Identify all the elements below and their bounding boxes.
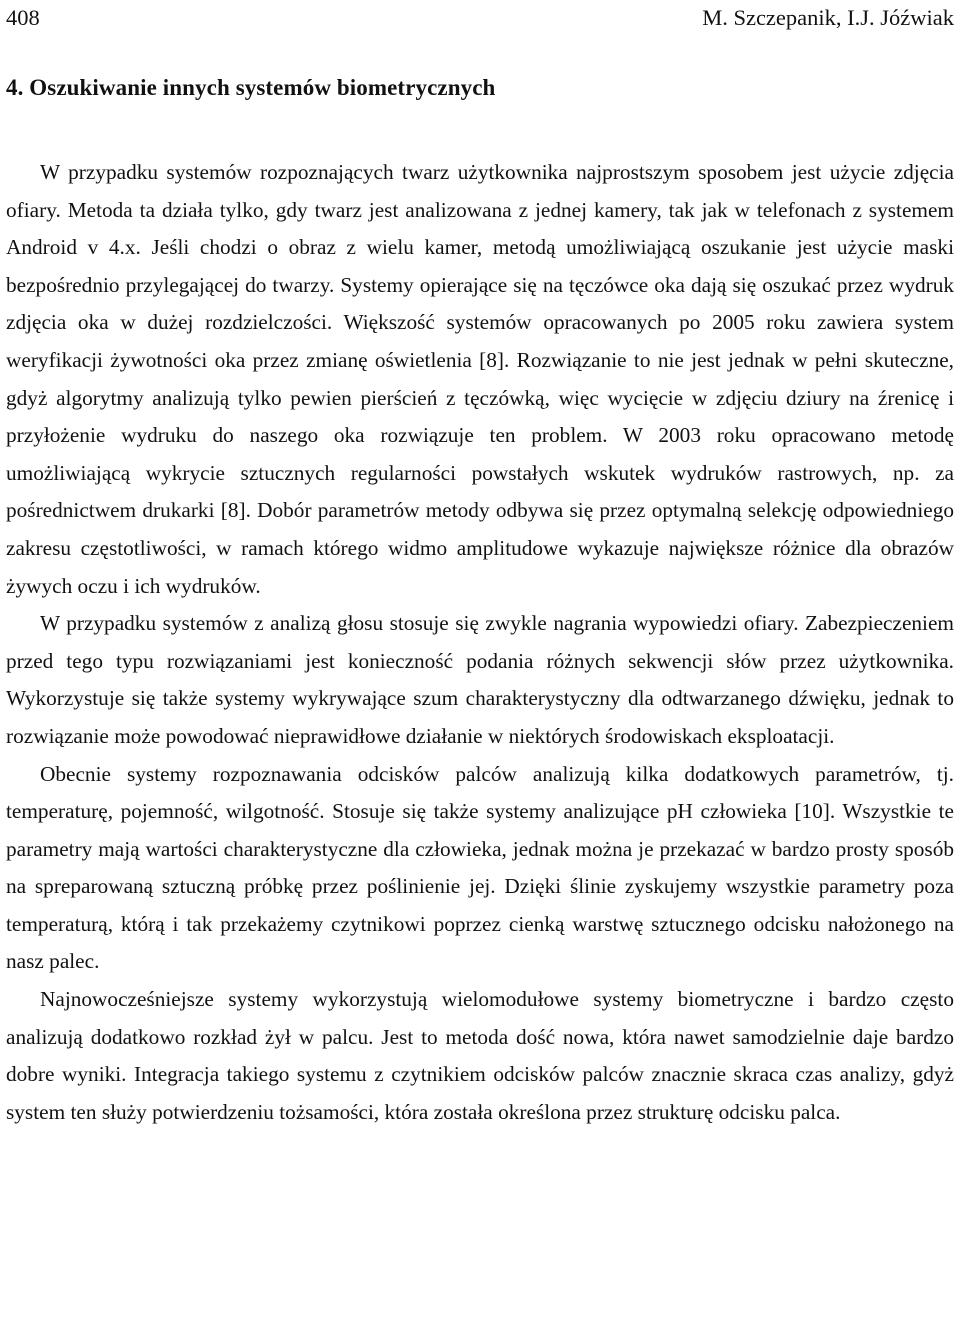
document-page [6,0,954,1131]
page-number: 408 [6,5,40,30]
paragraph-voice: W przypadku systemów z analizą głosu stosuje się zwykle nagrania wypowiedzi ofiary. Zabezpieczeniem przed tego typu rozwiązaniami jest konieczność podania różnych sekwencji słów przez użytkownika. Wykorzystuje się także systemy wykrywające szum charakterystyczny dla odtwarzanego dźwięku, jednak to rozwiązanie może powodować nieprawidłowe działanie w niektórych środowiskach eksploatacji. [6,611,954,748]
running-header [6,0,954,36]
paragraph-multimodal: Najnowocześniejsze systemy wykorzystują wielomodułowe systemy biometryczne i bardzo często analizują dodatkowo rozkład żył w palcu. Jest to metoda dość nowa, która nawet samodzielnie daje bardzo dobre wyniki. Integracja takiego systemu z czytnikiem odcisków palców znacznie skraca czas analizy, gdyż system ten służy potwierdzeniu tożsamości, która została określona przez strukturę odcisku palca. [6,987,954,1124]
paragraph-face-and-iris: W przypadku systemów rozpoznających twarz użytkownika najprostszym sposobem jest użycie zdjęcia ofiary. Metoda ta działa tylko, gdy twarz jest analizowana z jednej kamery, tak jak w telefonach z systemem Android v 4.x. Jeśli chodzi o obraz z wielu kamer, metodą umożliwiającą oszukanie jest użycie maski bezpośrednio przylegającej do twarzy. Systemy opierające się na tęczówce oka dają się oszukać przez wydruk zdjęcia oka w dużej rozdzielczości. Większość systemów opracowanych po 2005 roku zawiera system weryfikacji żywotności oka przez zmianę oświetlenia [8]. Rozwiązanie to nie jest jednak w pełni skuteczne, gdyż algorytmy analizują tylko pewien pierścień z tęczówką, więc wycięcie w zdjęciu dziury na źrenicę i przyłożenie wydruku do naszego oka rozwiązuje ten problem. W 2003 roku opracowano metodę umożliwiającą wykrycie sztucznych regularności powstałych wskutek wydruków rastrowych, np. za pośrednictwem drukarki [8]. Dobór parametrów metody odbywa się przez optymalną selekcję odpowiedniego zakresu częstotliwości, w ramach którego widmo amplitudowe wykazuje największe różnice dla obrazów żywych oczu i ich wydruków. [6,160,954,598]
section-heading: 4. Oszukiwanie innych systemów biometrycznych [6,75,496,100]
paragraph-fingerprint: Obecnie systemy rozpoznawania odcisków palców analizują kilka dodatkowych parametrów, tj. temperaturę, pojemność, wilgotność. Stosuje się także systemy analizujące pH człowieka [10]. Wszystkie te parametry mają wartości charakterystyczne dla człowieka, jednak można je przekazać w bardzo prosty sposób na spreparowaną sztuczną próbkę przez poślinienie jej. Dzięki ślinie zyskujemy wszystkie parametry poza temperaturą, którą i tak przekażemy czytnikowi poprzez cienką warstwę sztucznego odcisku nałożonego na nasz palec. [6,761,954,974]
running-header-authors: M. Szczepanik, I.J. Jóźwiak [702,5,954,30]
body-text [6,154,954,1131]
